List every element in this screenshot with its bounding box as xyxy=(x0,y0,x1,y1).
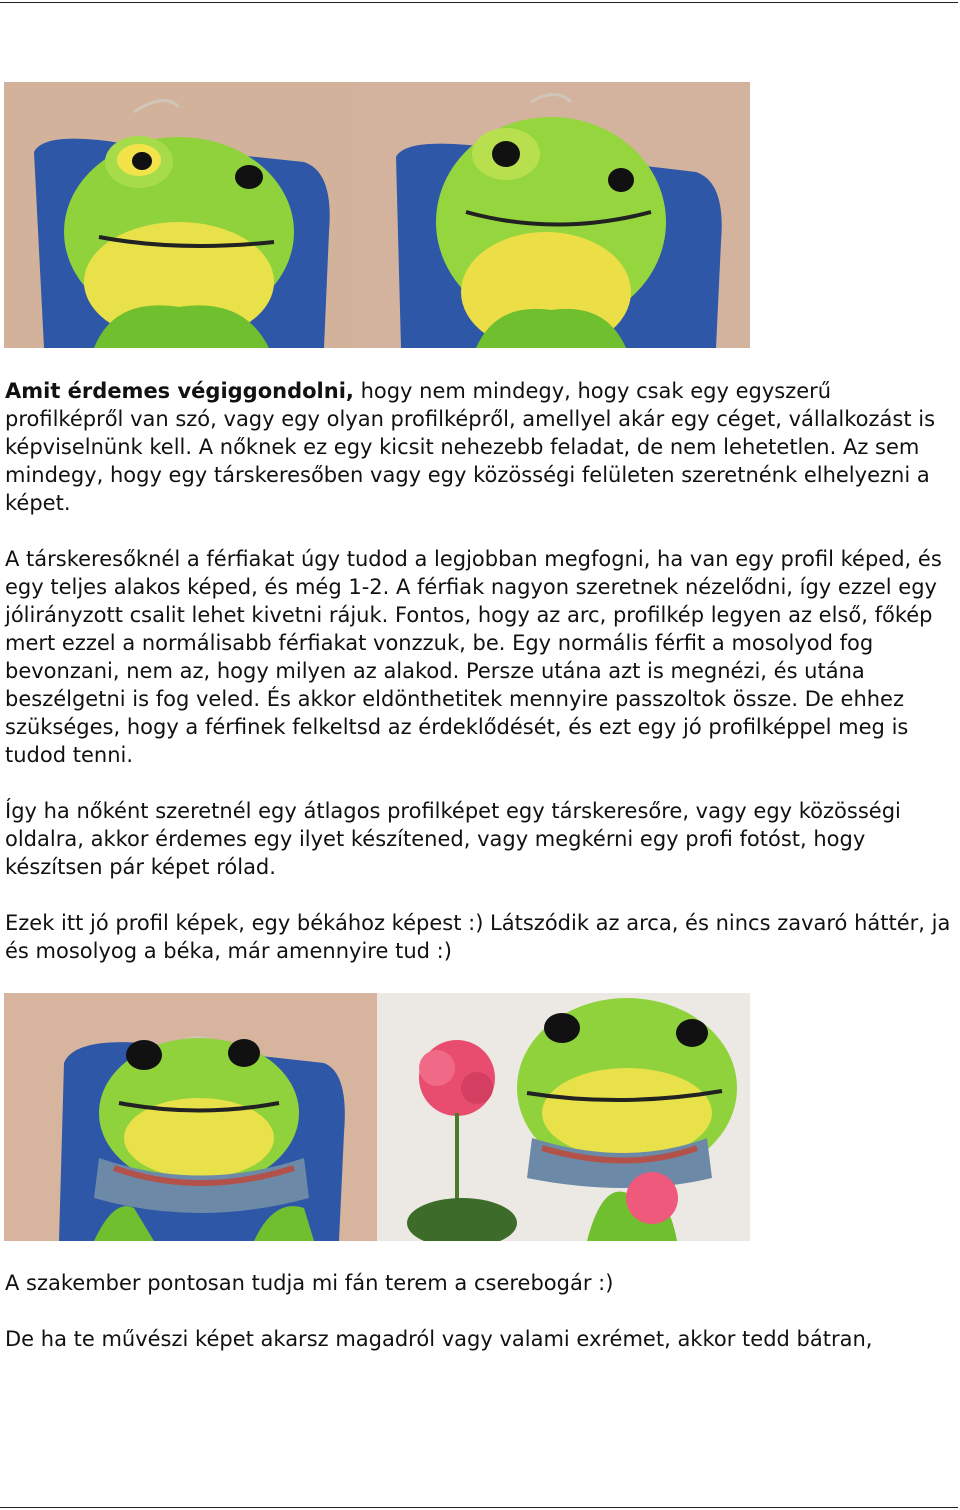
paragraph-5: A szakember pontosan tudja mi fán terem a cserebogár :) xyxy=(5,1271,614,1295)
paragraph-4: Ezek itt jó profil képek, egy békához képest :) Látszódik az arca, és nincs zavaró háttér, ja és mosolyog a béka, már amennyire tud :) xyxy=(5,911,951,963)
paragraph-1 xyxy=(5,377,955,517)
top-rule xyxy=(0,2,958,3)
paragraph-3: Így ha nőként szeretnél egy átlagos profilképet egy társkeresőre, vagy egy közösségi oldalra, akkor érdemes egy ilyet készítened, vagy megkérni egy profi fotóst, hogy készítsen pár képet rólad. xyxy=(5,799,901,879)
paragraph-1-lead: Amit érdemes végiggondolni, xyxy=(5,379,354,403)
frog-photo-2 xyxy=(356,82,750,348)
frog-photo-4 xyxy=(377,993,750,1241)
paragraph-6: De ha te művészi képet akarsz magadról vagy valami exrémet, akkor tedd bátran, xyxy=(5,1327,873,1351)
bottom-rule xyxy=(0,1507,958,1508)
frog-photo-3 xyxy=(4,993,377,1241)
paragraph-1-body: hogy nem mindegy, hogy csak egy egyszerű profilképről van szó, vagy egy olyan profilképről, amellyel akár egy céget, vállalkozást is képviselnünk kell. A nőknek ez egy kicsit nehezebb feladat, de nem lehetetlen. Az sem mindegy, hogy egy társkeresőben vagy egy közösségi felületen szeretnénk elhelyezni a képet. xyxy=(5,379,936,515)
frog-photo-1 xyxy=(4,82,356,348)
paragraph-2: A társkeresőknél a férfiakat úgy tudod a legjobban megfogni, ha van egy profil képed, és egy teljes alakos képed, és még 1-2. A férfiak nagyon szeretnek nézelődni, így ezzel egy jólirányzott csalit lehet kivetni rájuk. Fontos, hogy az arc, profilkép legyen az első, főkép mert ezzel a normálisabb férfiakat vonzzuk, be. Egy normális férfit a mosolyod fog bevonzani, nem az, hogy milyen az alakod. Persze utána azt is megnézi, és utána beszélgetni is fog veled. És akkor eldönthetitek mennyire passzoltok össze. De ehhez szükséges, hogy a férfinek felkeltsd az érdeklődését, és ezt egy jó profilképpel meg is tudod tenni. xyxy=(5,547,942,767)
